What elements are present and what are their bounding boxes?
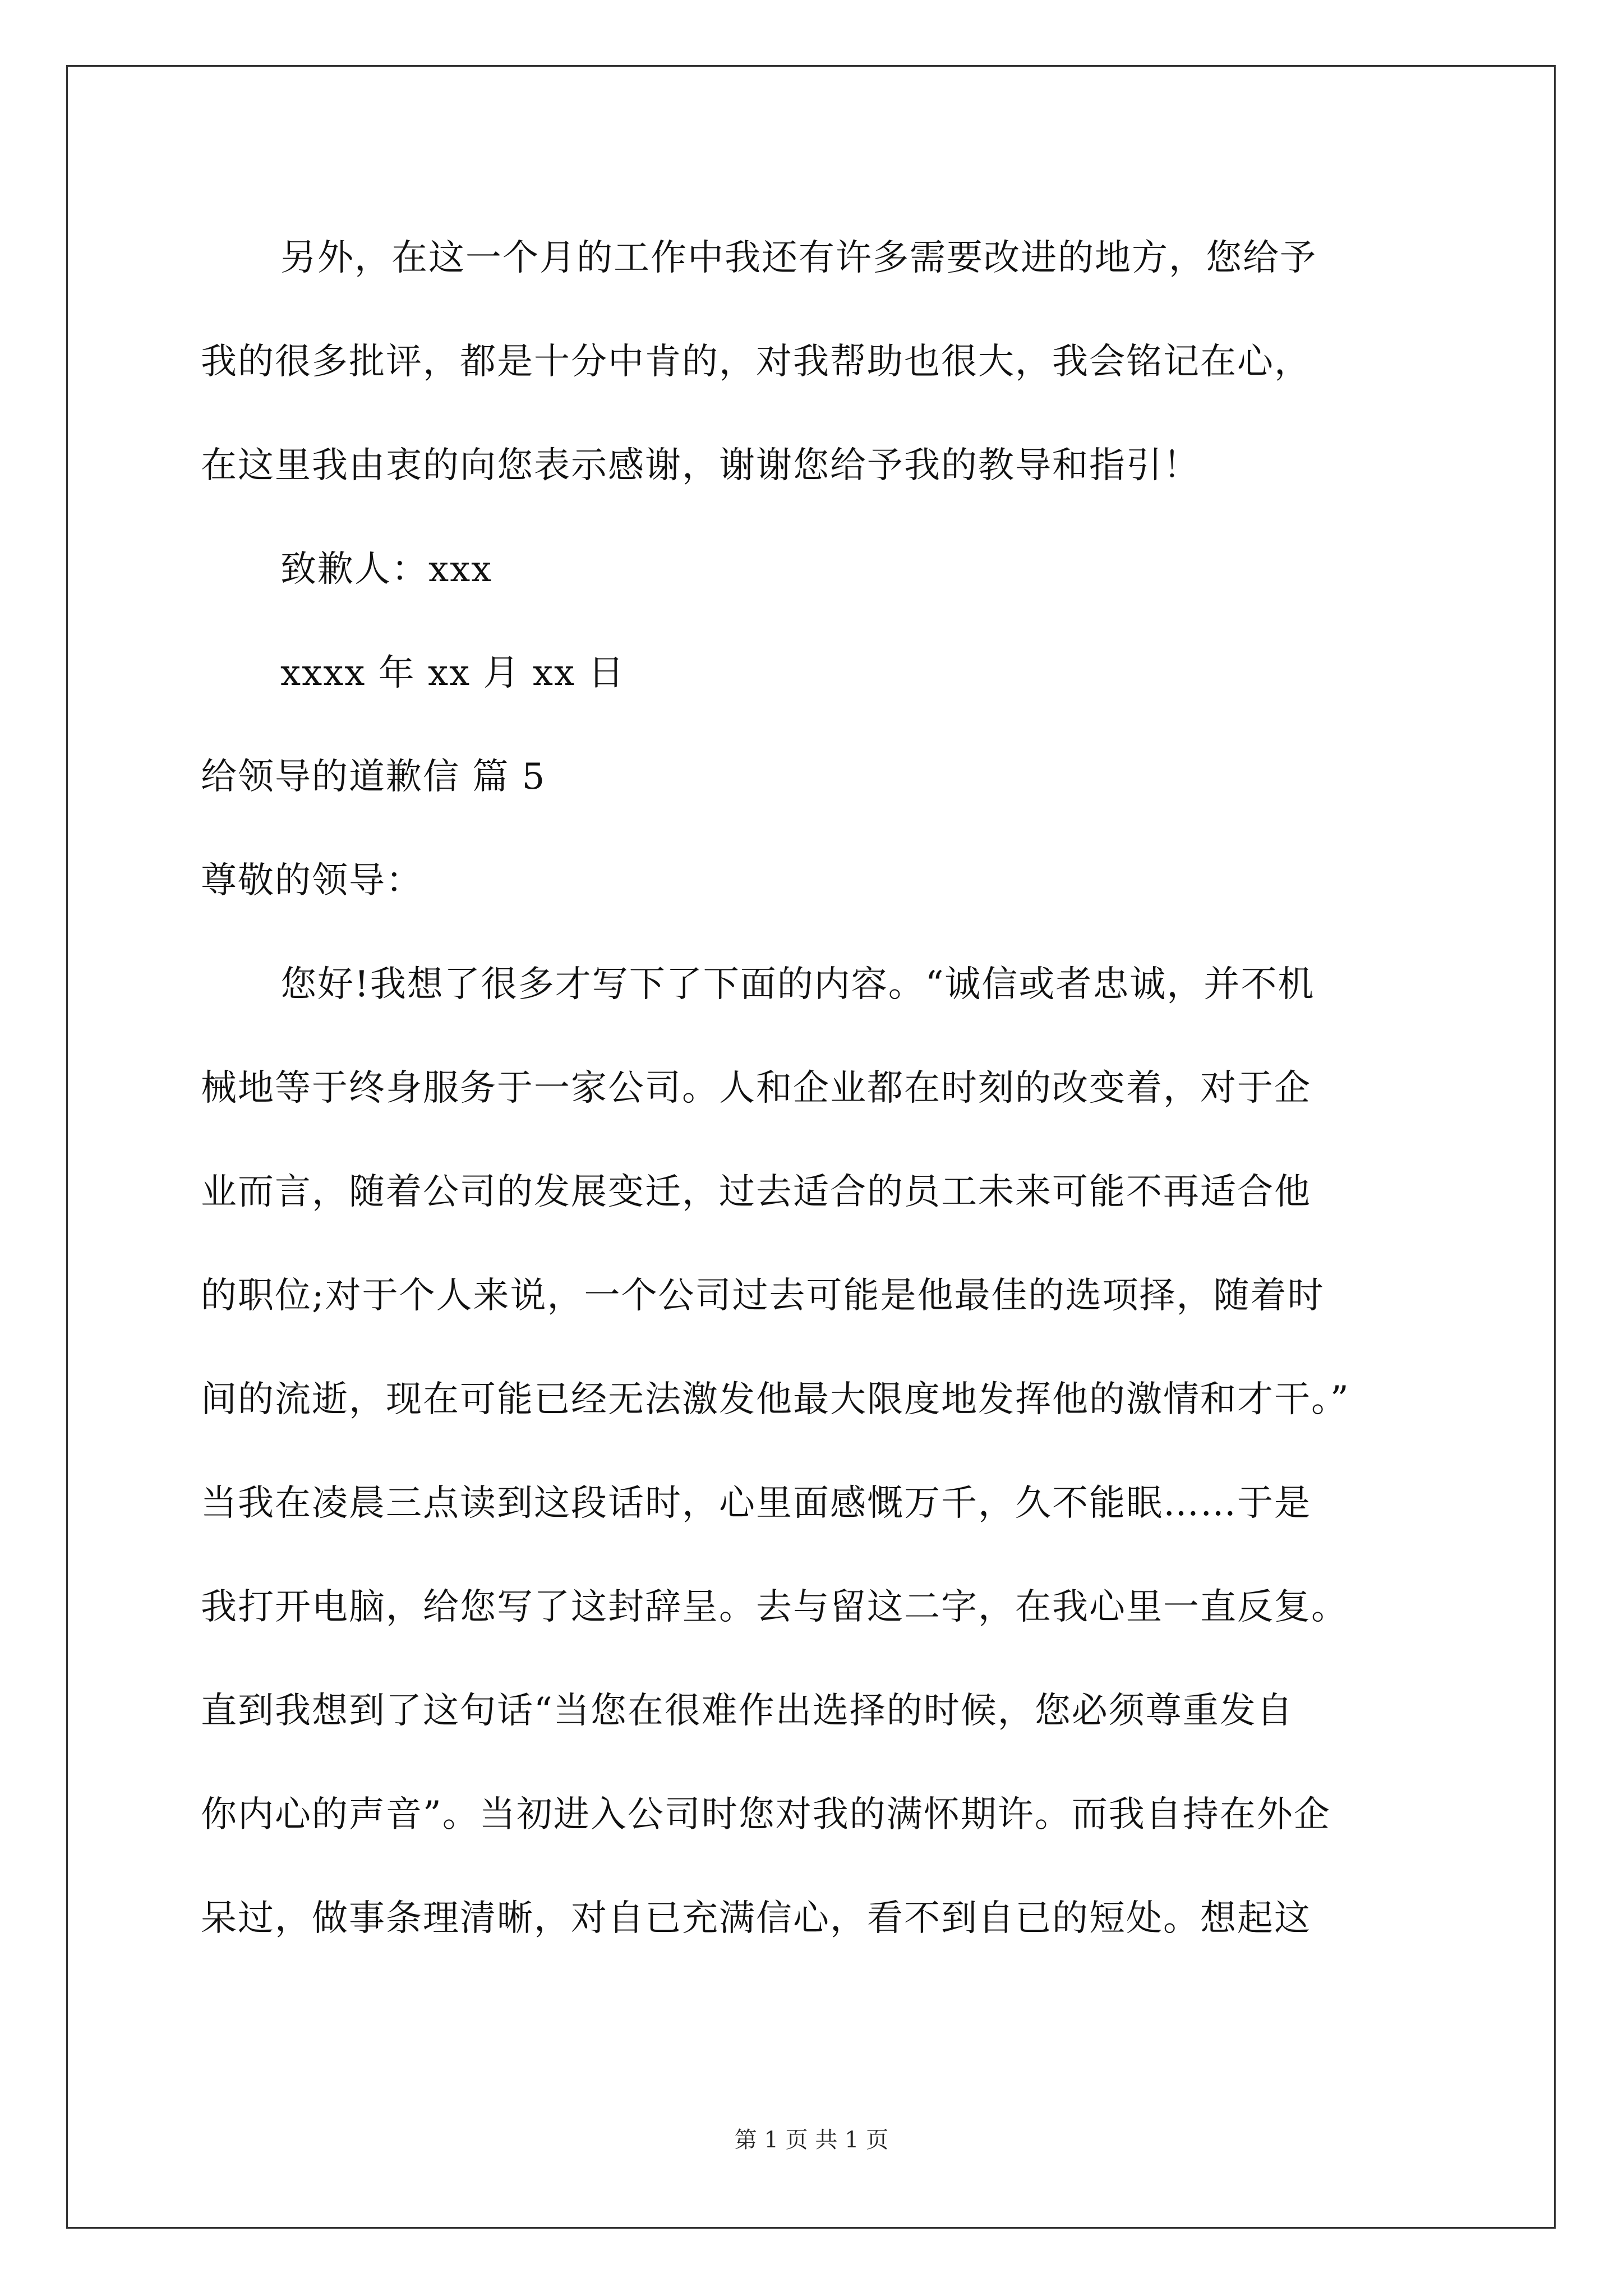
salutation: 尊敬的领导： bbox=[201, 860, 423, 901]
paragraph-line: 你内心的声音”。当初进入公司时您对我的满怀期许。而我自持在外企 bbox=[201, 1794, 1331, 1835]
paragraph-line: 在这里我由衷的向您表示感谢，谢谢您给予我的教导和指引！ bbox=[201, 445, 1200, 486]
paragraph-line: 业而言，随着公司的发展变迁，过去适合的员工未来可能不再适合他 bbox=[201, 1171, 1311, 1213]
paragraph-line: 直到我想到了这句话“当您在很难作出选择的时候，您必须尊重发自 bbox=[201, 1690, 1294, 1732]
paragraph-line: 间的流逝，现在可能已经无法激发他最大限度地发挥他的激情和才干。” bbox=[201, 1379, 1350, 1420]
paragraph-line: 您好!我想了很多才写下了下面的内容。“诚信或者忠诚，并不机 bbox=[280, 964, 1315, 1005]
paragraph-line: 械地等于终身服务于一家公司。人和企业都在时刻的改变着，对于企 bbox=[201, 1068, 1311, 1109]
signature-line: 致歉人：xxx bbox=[280, 549, 493, 590]
paragraph-line: 当我在凌晨三点读到这段话时，心里面感慨万千，久不能眠……于是 bbox=[201, 1483, 1311, 1524]
paragraph-line: 呆过，做事条理清晰，对自已充满信心，看不到自已的短处。想起这 bbox=[201, 1898, 1311, 1939]
paragraph-line: 我打开电脑，给您写了这封辞呈。去与留这二字，在我心里一直反复。 bbox=[201, 1586, 1348, 1628]
paragraph-line: 另外，在这一个月的工作中我还有许多需要改进的地方，您给予 bbox=[280, 237, 1317, 279]
page-number-footer: 第 1 页 共 1 页 bbox=[734, 2127, 889, 2153]
paragraph-line: 的职位;对于个人来说，一个公司过去可能是他最佳的选项择，随着时 bbox=[201, 1275, 1325, 1317]
section-title: 给领导的道歉信 篇 5 bbox=[201, 756, 546, 798]
paragraph-line: 我的很多批评，都是十分中肯的，对我帮助也很大，我会铭记在心， bbox=[201, 341, 1311, 383]
date-line: xxxx 年 xx 月 xx 日 bbox=[280, 652, 625, 694]
